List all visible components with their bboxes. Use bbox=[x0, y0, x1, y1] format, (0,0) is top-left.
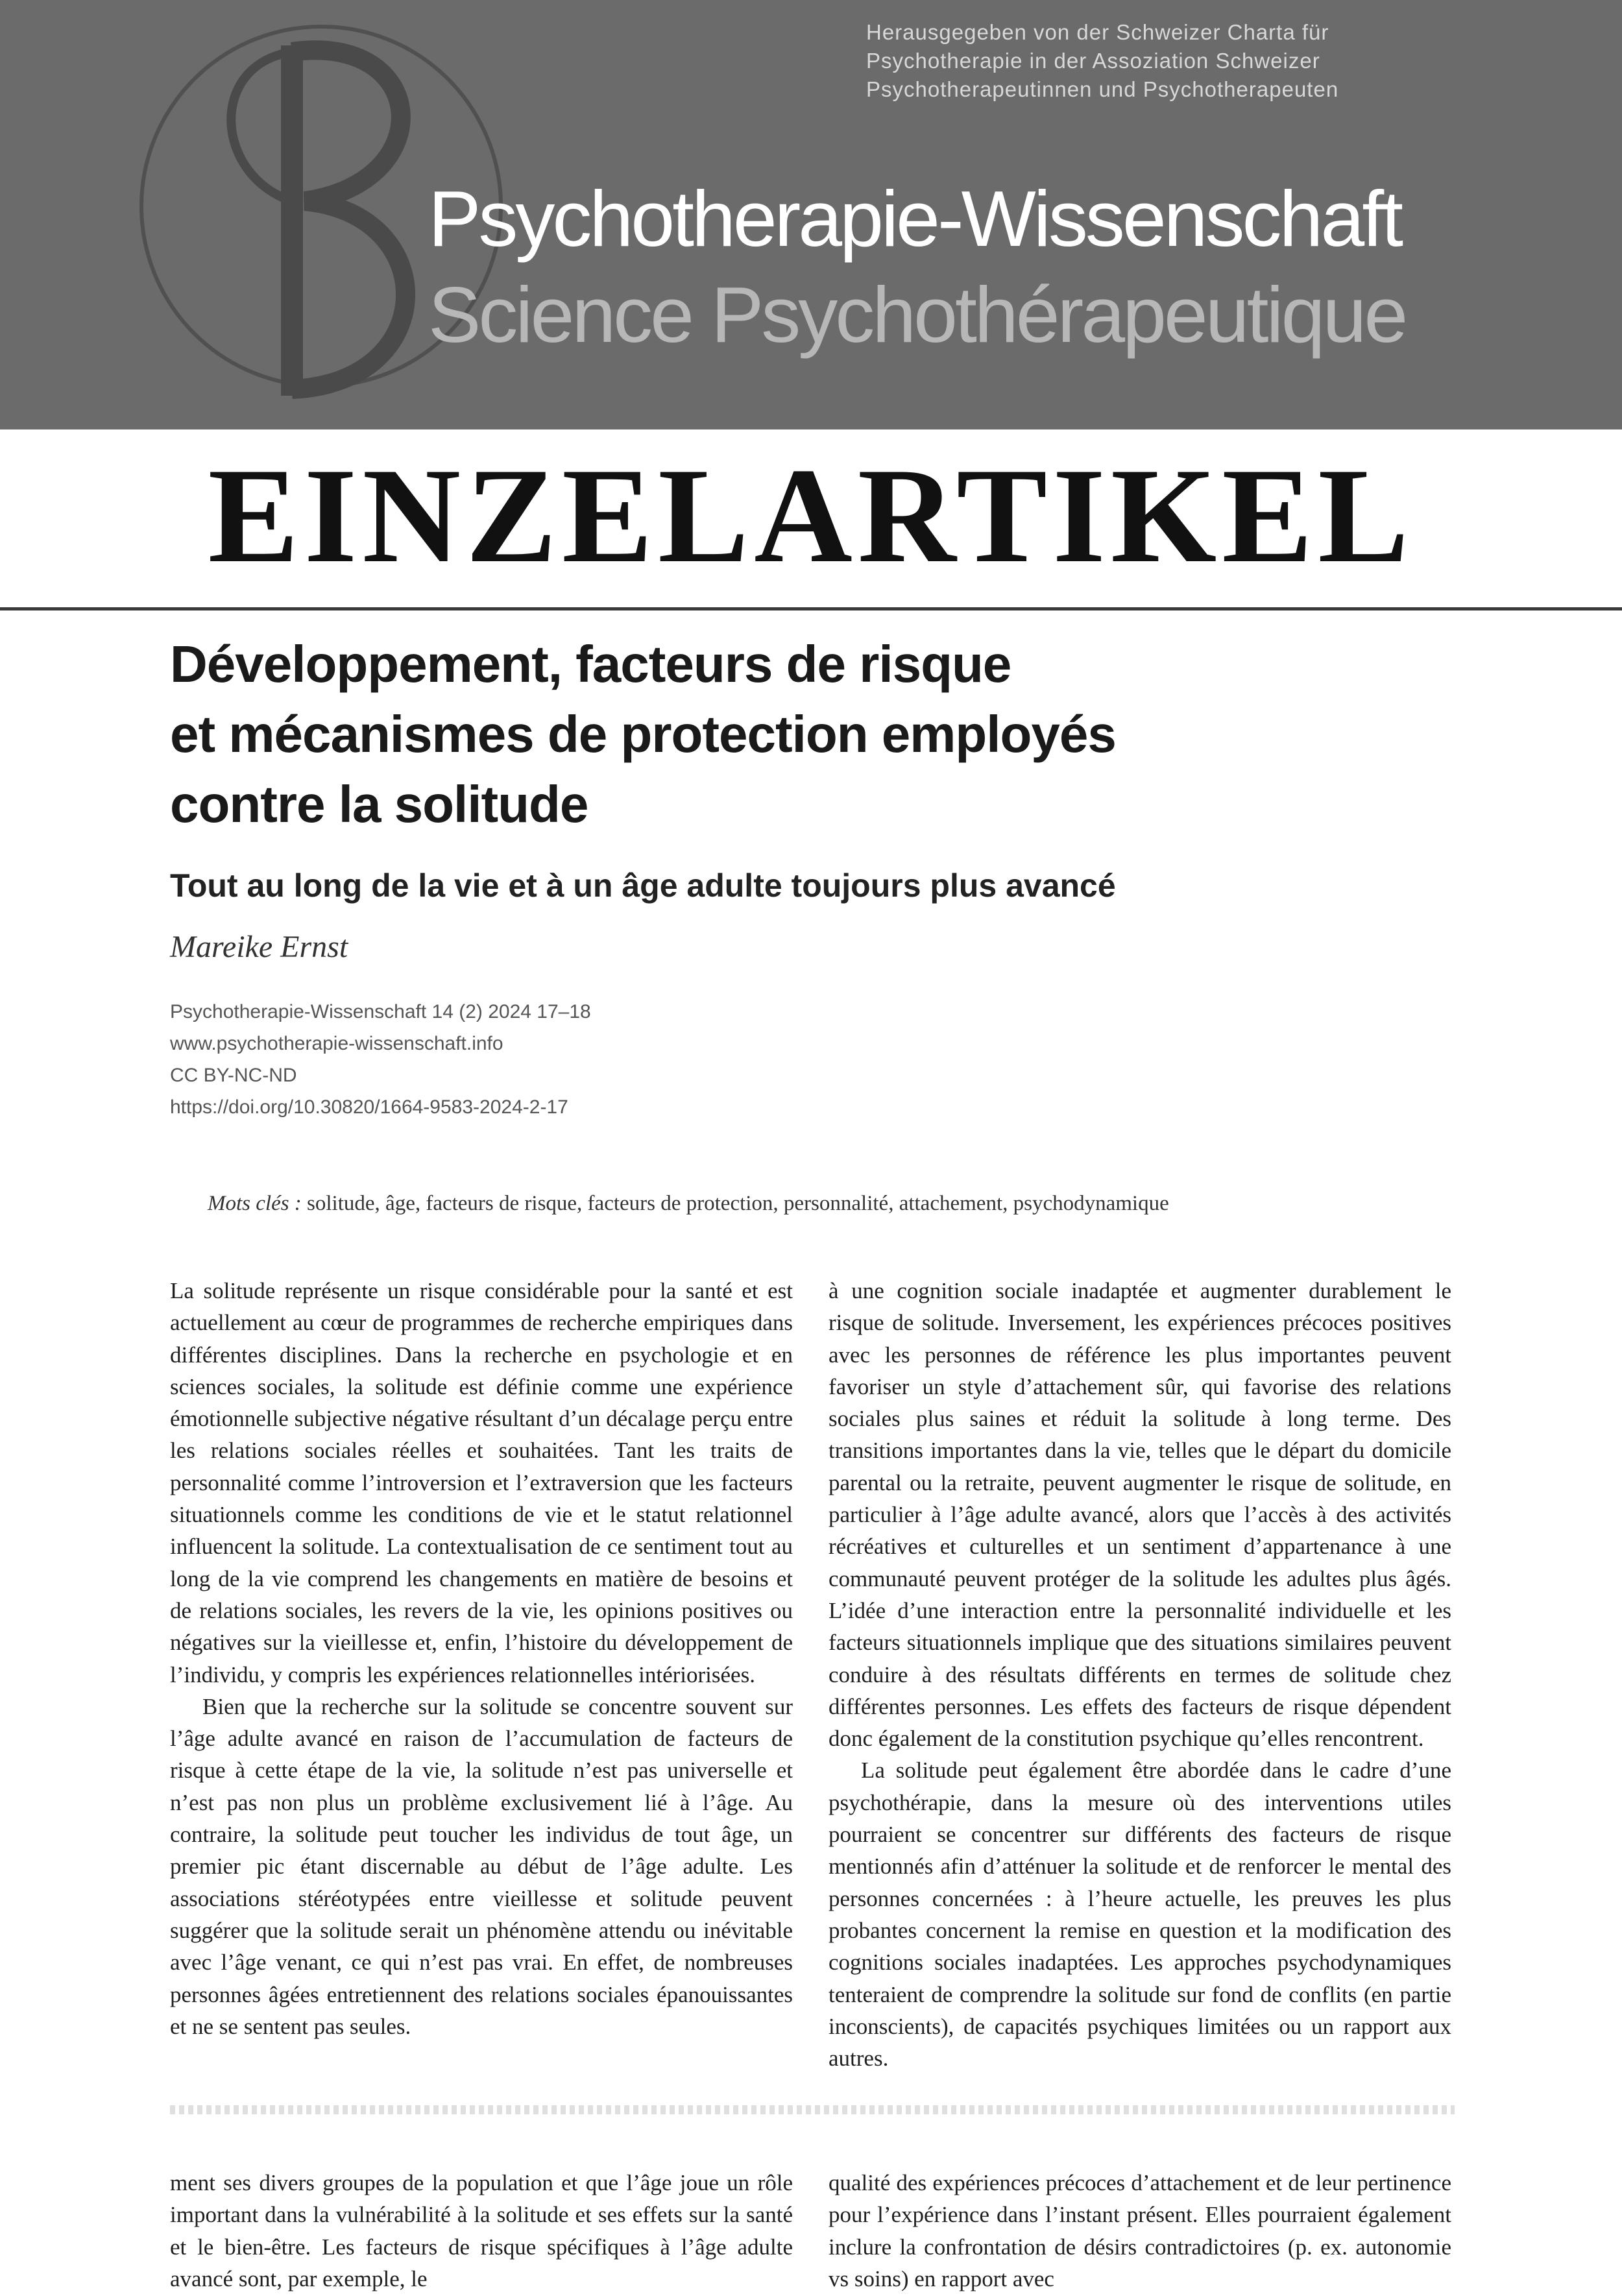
publisher-note-line: Herausgegeben von der Schweizer Charta für bbox=[866, 20, 1329, 44]
keywords-list: solitude, âge, facteurs de risque, facteurs de protection, personnalité, attachement, psychodynamique bbox=[307, 1192, 1169, 1215]
journal-logo-icon bbox=[195, 6, 467, 422]
article-title-line: contre la solitude bbox=[170, 775, 588, 833]
journal-title-german: Psychotherapie-Wissenschaft bbox=[428, 175, 1401, 263]
paragraph: Bien que la recherche sur la solitude se concentre souvent sur l’âge adulte avancé en raison de l’accumulation de facteurs de risque à cette étape de la vie, la solitude n’est pas universelle et n’est pas non plus un problème exclusivement lié à l’âge. Au contraire, la solitude peut toucher les individus de tout âge, un premier pic étant discernable au début de l’âge adulte. Les associations stéréotypées entre vieillesse et solitude peuvent suggérer que la solitude serait un phénomène attendu ou inévitable avec l’âge venant, ce qui n’est pas vrai. En effet, de nombreuses personnes âgées entretiennent des relations sociales épanouissantes et ne se sentent pas seules. bbox=[170, 1693, 793, 2039]
paragraph: ment ses divers groupes de la population et que l’âge joue un rôle important dans la vulnérabilité à la solitude et ses effets sur la santé et le bien-être. Les facteurs de risque spécifiques à l’âge adulte avancé sont, par exemple, le bbox=[170, 2170, 793, 2291]
page-break-gap bbox=[0, 2090, 1622, 2162]
paragraph: à une cognition sociale inadaptée et augmenter durablement le risque de solitude. Inversement, les expériences précoces positives avec les personnes de référence les plus importantes peuvent favoriser un style d’attachement sûr, qui favorise des relations sociales plus saines et réduit la solitude à long terme. Des transitions importantes dans la vie, telles que le départ du domicile parental ou la retraite, peuvent augmenter le risque de solitude, en particulier à l’âge adulte avancé, alors que l’accès à des activités récréatives et culturelles et un sentiment d’appartenance à une communauté peuvent protéger de la solitude les adultes plus âgés. L’idée d’une interaction entre la personnalité individuelle et les facteurs situationnels implique que des situations similaires peuvent conduire à des résultats différents en termes de solitude chez différentes personnes. Les effets des facteurs de risque dépendent donc également de la constitution psychique qu’elles rencontrent. bbox=[829, 1278, 1451, 1752]
publisher-note bbox=[866, 18, 1437, 104]
publisher-note-line: Psychotherapeutinnen und Psychotherapeuten bbox=[866, 77, 1339, 101]
article-body-continued bbox=[170, 2167, 1455, 2296]
article-subtitle: Tout au long de la vie et à un âge adulte toujours plus avancé bbox=[170, 867, 1116, 904]
article-body bbox=[170, 1275, 1455, 2105]
license: CC BY-NC-ND bbox=[170, 1065, 297, 1086]
article-title-line: et mécanismes de protection employés bbox=[170, 705, 1116, 763]
divider bbox=[0, 607, 1622, 610]
paragraph: La solitude représente un risque considérable pour la santé et est actuellement au cœur de programmes de recherche empiriques dans différentes disciplines. Dans la recherche en psychologie et en sciences sociales, la solitude est définie comme une expérience émotionnelle subjective négative résultant d’un décalage perçu entre les relations sociales réelles et souhaitées. Tant les traits de personnalité comme l’introversion et l’extraversion que les facteurs situationnels comme les conditions de vie et le statut relationnel influencent la solitude. La contextualisation de ce sentiment tout au long de la vie comprend les changements en matière de besoins et de relations sociales, les revers de la vie, les opinions positives ou négatives sur la vieillesse et, enfin, l’histoire du développement de l’individu, y compris les expériences relationnelles intériorisées. bbox=[170, 1278, 793, 1687]
article-type-heading: EINZELARTIKEL bbox=[208, 441, 1414, 591]
body-column-left-continued bbox=[170, 2167, 793, 2295]
article-author: Mareike Ernst bbox=[170, 930, 348, 964]
body-column-right-continued bbox=[829, 2167, 1451, 2295]
citation: Psychotherapie-Wissenschaft 14 (2) 2024 17–18 bbox=[170, 1001, 591, 1022]
keywords bbox=[208, 1187, 1169, 1220]
journal-title-french: Science Psychothérapeutique bbox=[428, 271, 1406, 359]
journal-header bbox=[0, 0, 1622, 429]
publisher-note-line: Psychotherapie in der Assoziation Schweizer bbox=[866, 49, 1320, 73]
article-title-line: Développement, facteurs de risque bbox=[170, 635, 1011, 693]
article-metadata bbox=[170, 996, 949, 1123]
journal-website-link[interactable]: www.psychotherapie-wissenschaft.info bbox=[170, 1033, 503, 1054]
body-column-left bbox=[170, 1275, 793, 2042]
paragraph: La solitude peut également être abordée dans le cadre d’une psychothérapie, dans la mesure où des interventions utiles pourraient se concentrer sur différents des facteurs de risque mentionnés afin d’atténuer la solitude et de renforcer le mental des personnes concernées : à l’heure actuelle, les preuves les plus probantes concernent la remise en question et la modification des cognitions sociales inadaptées. Les approches psychodynamiques tenteraient de comprendre la solitude sur fond de conflits (en partie inconscients), de capacités psychiques limitées ou un rapport aux autres. bbox=[829, 1758, 1451, 2072]
paragraph: qualité des expériences précoces d’attachement et de leur pertinence pour l’expérience dans l’instant présent. Elles pourraient également inclure la confrontation de désirs contradictoires (p. ex. autonomie vs soins) en rapport avec bbox=[829, 2170, 1451, 2291]
body-column-right bbox=[829, 1275, 1451, 2074]
page-break-marker bbox=[170, 2105, 1455, 2114]
doi-link[interactable]: https://doi.org/10.30820/1664-9583-2024-2-17 bbox=[170, 1096, 568, 1118]
keywords-label: Mots clés : bbox=[208, 1192, 302, 1215]
article-title bbox=[170, 629, 1273, 840]
